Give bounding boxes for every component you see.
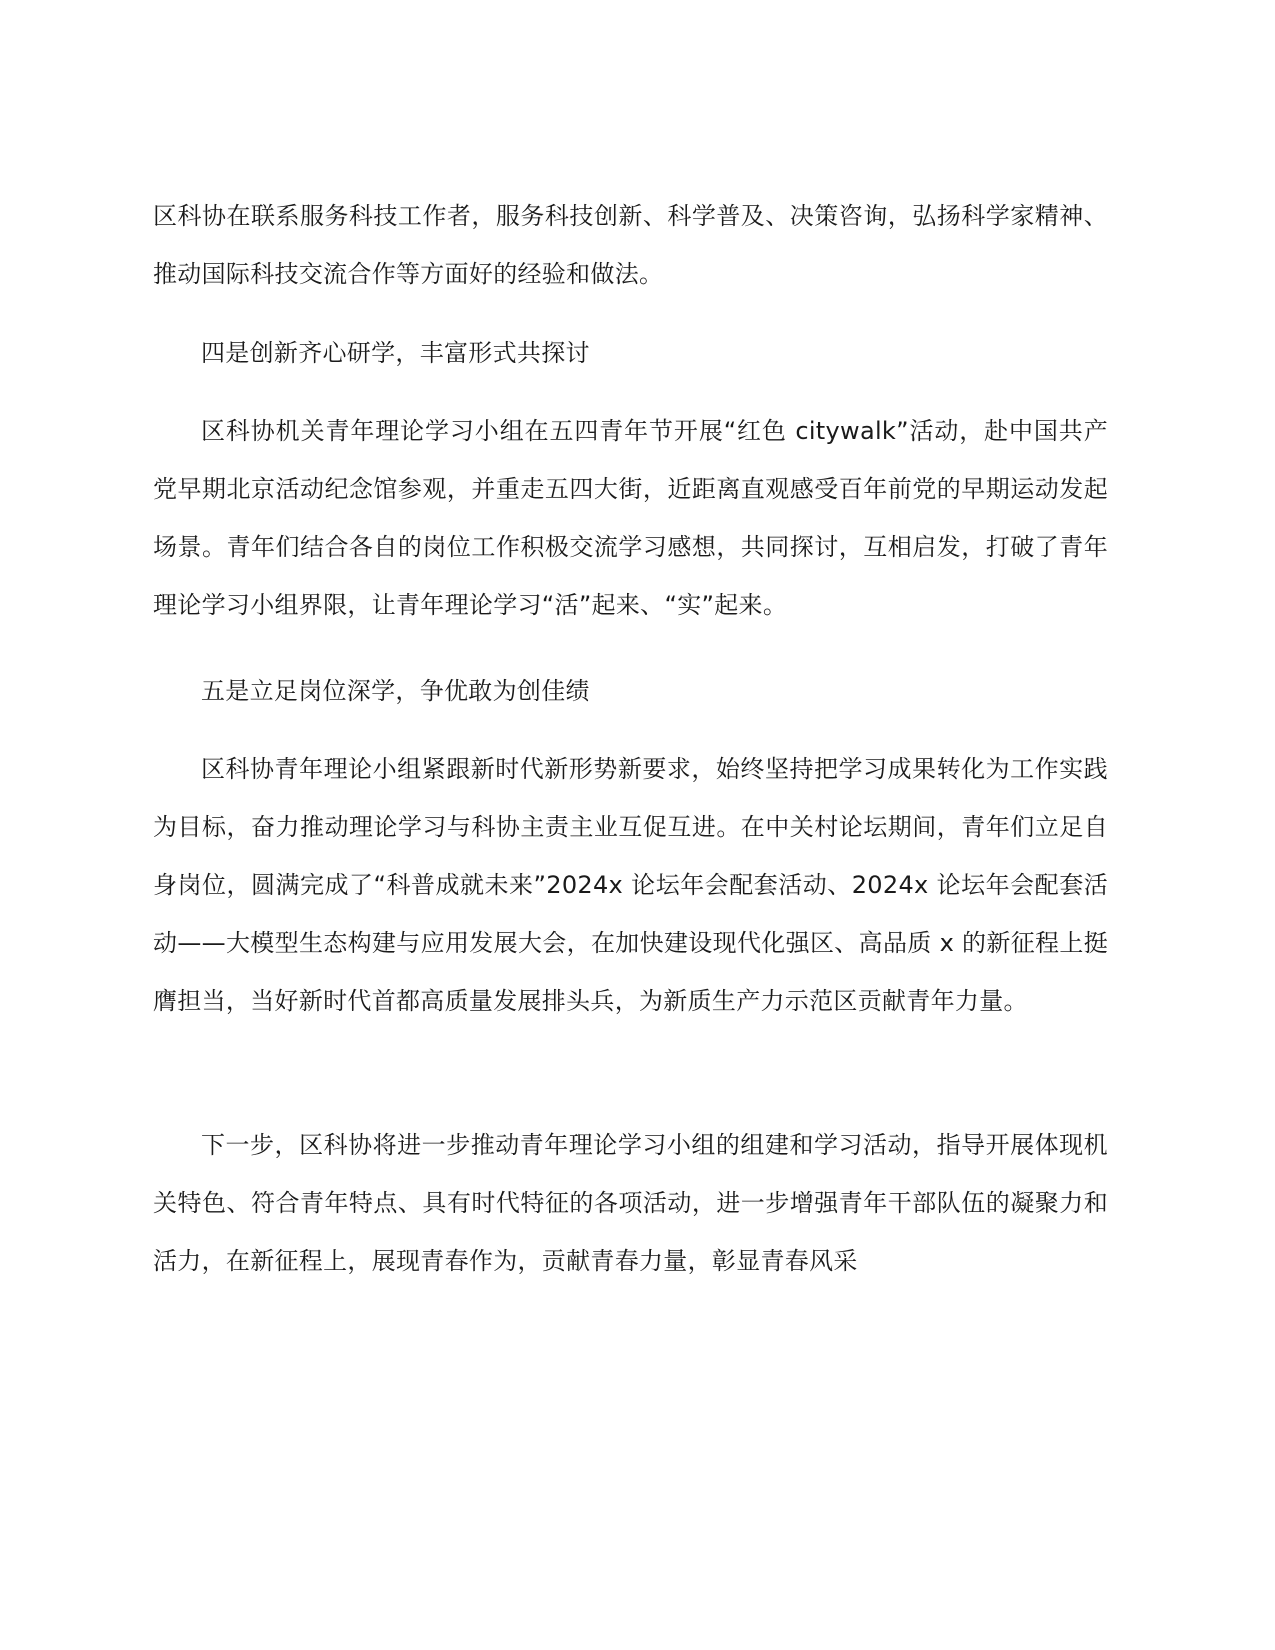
body-paragraph: 下一步，区科协将进一步推动青年理论学习小组的组建和学习活动，指导开展体现机关特色、符合青年特点、具有时代特征的各项活动，进一步增强青年干部队伍的凝聚力和活力，在新征程上，展现青春作为，贡献青春力量，彰显青春风采 bbox=[153, 1131, 1108, 1275]
section-heading: 四是创新齐心研学，丰富形式共探讨 bbox=[201, 339, 590, 367]
body-paragraph: 区科协在联系服务科技工作者，服务科技创新、科学普及、决策咨询，弘扬科学家精神、推动国际科技交流合作等方面好的经验和做法。 bbox=[153, 202, 1108, 288]
body-paragraph: 区科协机关青年理论学习小组在五四青年节开展“红色 citywalk”活动，赴中国共产党早期北京活动纪念馆参观，并重走五四大街，近距离直观感受百年前党的早期运动发起场景。青年们结合各自的岗位工作积极交流学习感想，共同探讨，互相启发，打破了青年理论学习小组界限，让青年理论学习“活”起来、“实”起来。 bbox=[153, 417, 1108, 619]
section-heading: 五是立足岗位深学，争优敢为创佳绩 bbox=[201, 677, 590, 705]
body-paragraph: 区科协青年理论小组紧跟新时代新形势新要求，始终坚持把学习成果转化为工作实践为目标，奋力推动理论学习与科协主责主业互促互进。在中关村论坛期间，青年们立足自身岗位，圆满完成了“科普成就未来”2024x 论坛年会配套活动、2024x 论坛年会配套活动——大模型生态构建与应用发展大会，在加快建设现代化强区、高品质 x 的新征程上挺膺担当，当好新时代首都高质量发展排头兵，为新质生产力示范区贡献青年力量。 bbox=[153, 755, 1108, 1015]
